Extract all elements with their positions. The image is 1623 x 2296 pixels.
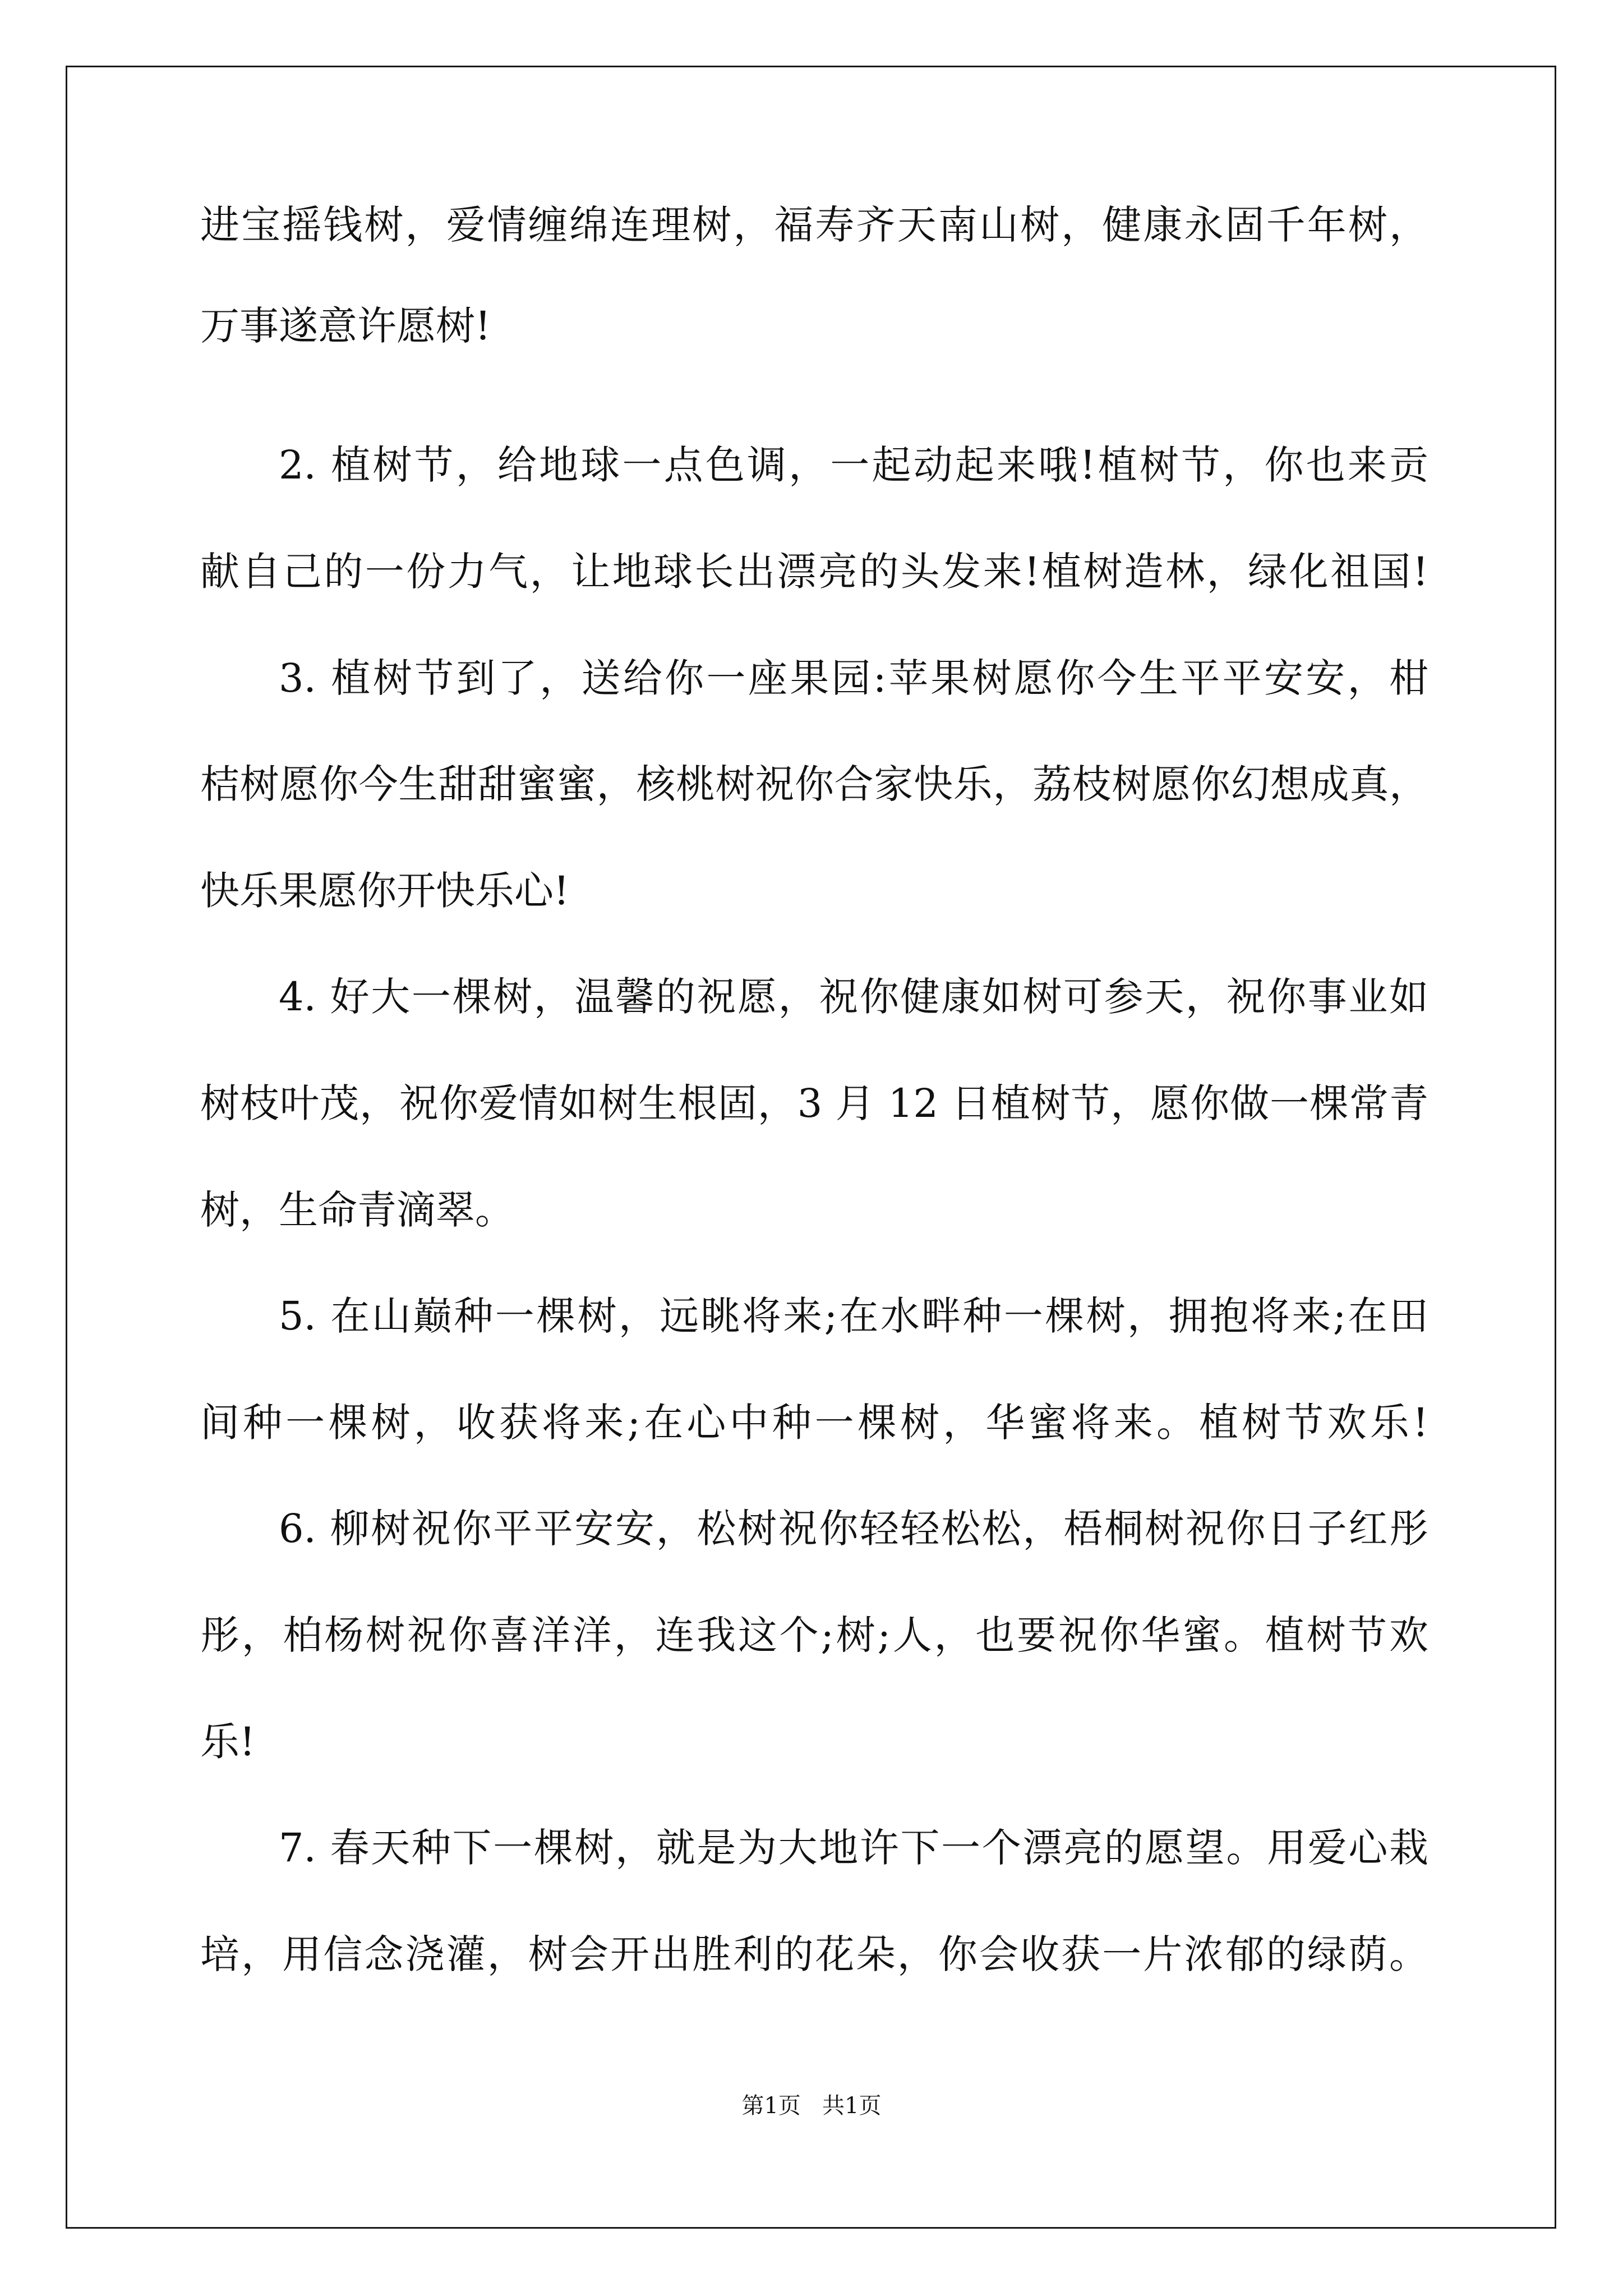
text-line: 乐! — [200, 1719, 256, 1765]
paragraph-start-line: 5. 在山巅种一棵树，远眺将来;在水畔种一棵树，拥抱将来;在田 — [279, 1293, 1428, 1339]
text-line: 快乐果愿你开快乐心! — [200, 868, 570, 914]
text-line: 间种一棵树，收获将来;在心中种一棵树，华蜜将来。植树节欢乐! — [200, 1400, 1428, 1446]
text-line: 万事遂意许愿树! — [200, 303, 491, 349]
paragraph-start-line: 4. 好大一棵树，温馨的祝愿，祝你健康如树可参天，祝你事业如 — [279, 974, 1428, 1020]
text-line: 进宝摇钱树，爱情缠绵连理树，福寿齐天南山树，健康永固千年树， — [200, 202, 1428, 248]
paragraph-start-line: 7. 春天种下一棵树，就是为大地许下一个漂亮的愿望。用爱心栽 — [279, 1825, 1428, 1871]
text-line: 桔树愿你今生甜甜蜜蜜，核桃树祝你合家快乐，荔枝树愿你幻想成真， — [200, 761, 1428, 807]
text-line: 献自己的一份力气，让地球长出漂亮的头发来!植树造林，绿化祖国! — [200, 549, 1428, 595]
text-line: 培，用信念浇灌，树会开出胜利的花朵，你会收获一片浓郁的绿荫。 — [200, 1931, 1428, 1977]
paragraph-start-line: 2. 植树节，给地球一点色调，一起动起来哦!植树节，你也来贡 — [279, 442, 1428, 488]
text-line: 树枝叶茂，祝你爱情如树生根固，3 月 12 日植树节，愿你做一棵常青 — [200, 1080, 1428, 1126]
page-number-footer: 第1页 共1页 — [741, 2093, 882, 2119]
paragraph-start-line: 6. 柳树祝你平平安安，松树祝你轻轻松松，梧桐树祝你日子红彤 — [279, 1506, 1428, 1552]
text-line: 树，生命青滴翠。 — [200, 1187, 514, 1233]
page-border — [66, 66, 1556, 2229]
text-line: 彤，柏杨树祝你喜洋洋，连我这个;树;人，也要祝你华蜜。植树节欢 — [200, 1612, 1428, 1658]
paragraph-start-line: 3. 植树节到了，送给你一座果园:苹果树愿你今生平平安安，柑 — [279, 655, 1428, 701]
